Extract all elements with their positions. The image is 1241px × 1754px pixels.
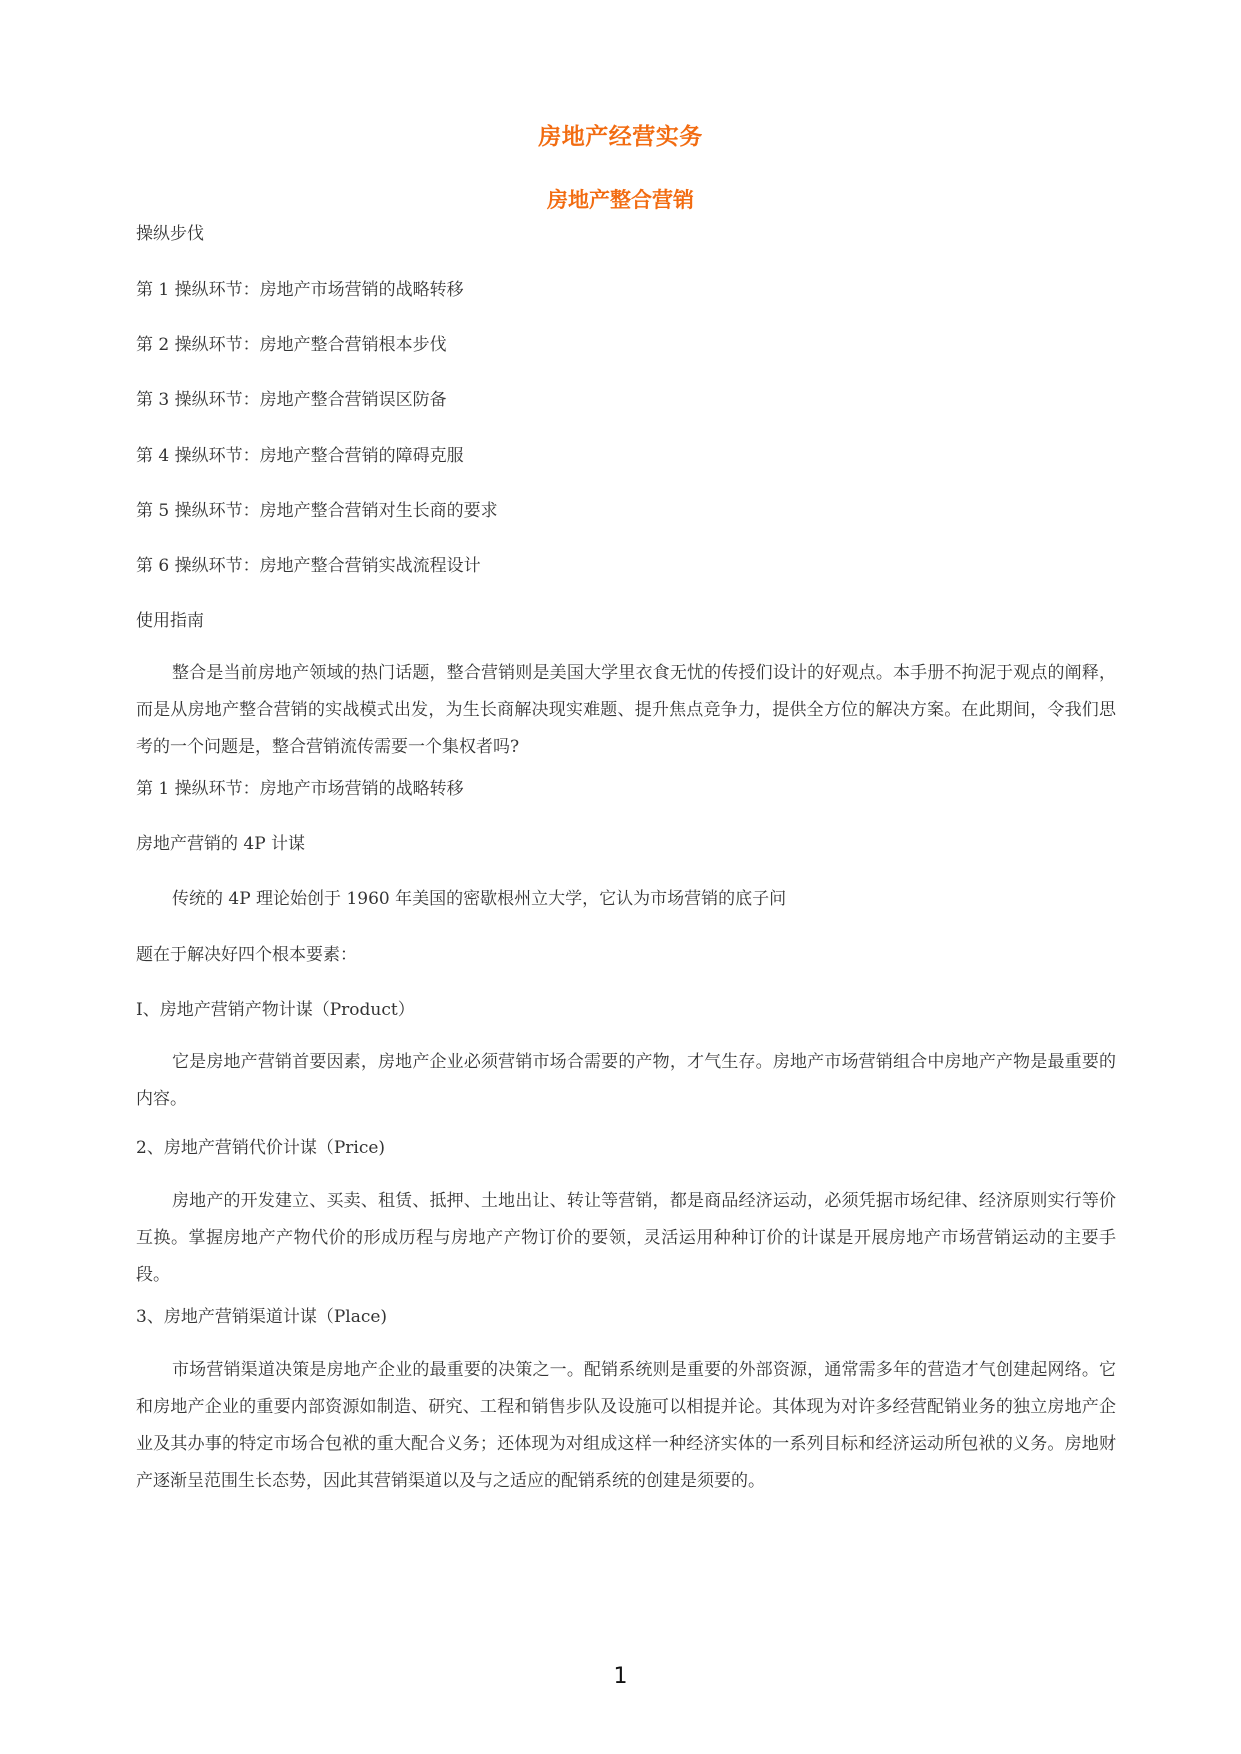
- price-heading: 2、房地产营销代价计谋（Price): [136, 1138, 386, 1158]
- toc-item-3: 第 3 操纵环节：房地产整合营销误区防备: [136, 390, 447, 410]
- toc-item-4: 第 4 操纵环节：房地产整合营销的障碍克服: [136, 446, 464, 466]
- document-subtitle: 房地产整合营销: [547, 187, 694, 212]
- product-paragraph: 它是房地产营销首要因素，房地产企业必须营销市场合需要的产物，才气生存。房地产市场营销组合中房地产产物是最重要的内容。: [136, 1052, 1116, 1109]
- guide-paragraph: 整合是当前房地产领域的热门话题，整合营销则是美国大学里衣食无忧的传授们设计的好观点。本手册不拘泥于观点的阐释，而是从房地产整合营销的实战模式出发，为生长商解决现实难题、提升焦点竞争力，提供全方位的解决方案。在此期间，令我们思考的一个问题是，整合营销流传需要一个集权者吗?: [136, 663, 1116, 757]
- toc-item-2: 第 2 操纵环节：房地产整合营销根本步伐: [136, 335, 447, 355]
- fourp-intro-line1: 传统的 4P 理论始创于 1960 年美国的密歇根州立大学，它认为市场营销的底子问: [172, 889, 787, 909]
- section1-heading: 第 1 操纵环节：房地产市场营销的战略转移: [136, 779, 464, 799]
- fourp-heading: 房地产营销的 4P 计谋: [136, 834, 306, 854]
- toc-item-6: 第 6 操纵环节：房地产整合营销实战流程设计: [136, 556, 481, 576]
- steps-heading: 操纵步伐: [136, 224, 204, 244]
- toc-item-5: 第 5 操纵环节：房地产整合营销对生长商的要求: [136, 501, 498, 521]
- document-title: 房地产经营实务: [538, 123, 703, 150]
- price-paragraph: 房地产的开发建立、买卖、租赁、抵押、土地出让、转让等营销，都是商品经济运动，必须凭据市场纪律、经济原则实行等价互换。掌握房地产产物代价的形成历程与房地产产物订价的要领，灵活运用种种订价的计谋是开展房地产市场营销运动的主要手段。: [136, 1191, 1116, 1285]
- place-paragraph: 市场营销渠道决策是房地产企业的最重要的决策之一。配销系统则是重要的外部资源，通常需多年的营造才气创建起网络。它和房地产企业的重要内部资源如制造、研究、工程和销售步队及设施可以相提并论。其体现为对许多经营配销业务的独立房地产企业及其办事的特定市场合包袱的重大配合义务；还体现为对组成这样一种经济实体的一系列目标和经济运动所包袱的义务。房地财产逐渐呈范围生长态势，因此其营销渠道以及与之适应的配销系统的创建是须要的。: [136, 1360, 1116, 1491]
- place-heading: 3、房地产营销渠道计谋（Place): [136, 1307, 388, 1327]
- guide-heading: 使用指南: [136, 611, 204, 631]
- product-heading: I、房地产营销产物计谋（Product）: [136, 1000, 415, 1020]
- toc-item-1: 第 1 操纵环节：房地产市场营销的战略转移: [136, 280, 464, 300]
- page-number: 1: [613, 1664, 628, 1689]
- fourp-intro-line2: 题在于解决好四个根本要素：: [136, 945, 357, 965]
